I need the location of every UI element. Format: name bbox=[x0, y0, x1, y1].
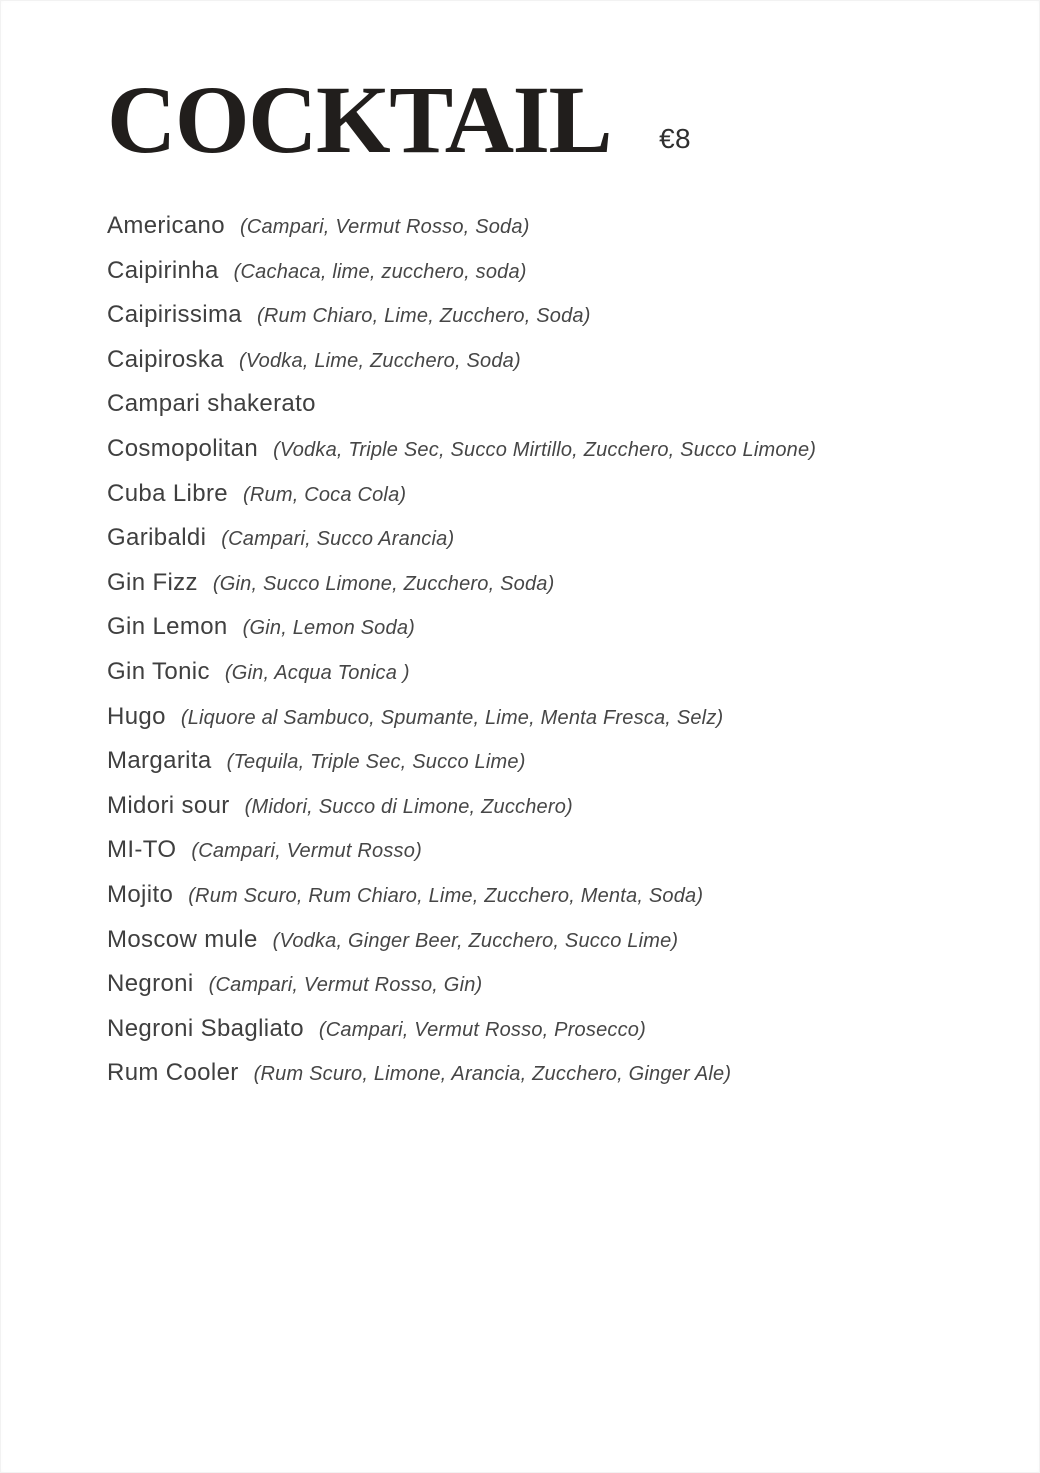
menu-item bbox=[107, 658, 1040, 703]
menu-item bbox=[107, 435, 1040, 480]
cocktail-ingredients: (Rum Chiaro, Lime, Zucchero, Soda) bbox=[257, 305, 591, 328]
menu-item bbox=[107, 524, 1040, 569]
menu-item bbox=[107, 1015, 1040, 1060]
cocktail-name: Hugo bbox=[107, 702, 166, 730]
cocktail-ingredients: (Tequila, Triple Sec, Succo Lime) bbox=[226, 751, 526, 774]
cocktail-name: Negroni bbox=[107, 970, 194, 998]
menu-item bbox=[107, 390, 1040, 435]
menu-item bbox=[107, 257, 1040, 302]
cocktail-name: Caipirissima bbox=[107, 301, 243, 329]
cocktail-name: Midori sour bbox=[107, 791, 230, 819]
menu-item bbox=[107, 480, 1040, 525]
cocktail-ingredients: (Rum, Coca Cola) bbox=[243, 483, 407, 506]
cocktail-name: Moscow mule bbox=[107, 925, 258, 953]
cocktail-ingredients: (Cachaca, lime, zucchero, soda) bbox=[233, 260, 527, 283]
cocktail-ingredients: (Campari, Succo Arancia) bbox=[221, 528, 455, 551]
cocktail-ingredients: (Liquore al Sambuco, Spumante, Lime, Menta Fresca, Selz) bbox=[180, 706, 724, 729]
menu-item bbox=[107, 346, 1040, 391]
cocktail-ingredients: (Midori, Succo di Limone, Zucchero) bbox=[244, 795, 573, 818]
cocktail-name: Caipiroska bbox=[107, 345, 224, 373]
cocktail-name: Gin Lemon bbox=[107, 613, 228, 641]
menu-item bbox=[107, 792, 1040, 837]
cocktail-name: Rum Cooler bbox=[107, 1059, 239, 1087]
cocktail-name: MI-TO bbox=[107, 836, 177, 864]
menu-item bbox=[107, 926, 1040, 971]
cocktail-list bbox=[0, 212, 1040, 1104]
cocktail-name: Cuba Libre bbox=[107, 479, 229, 507]
cocktail-name: Negroni Sbagliato bbox=[107, 1014, 304, 1042]
menu-item bbox=[107, 212, 1040, 257]
menu-item bbox=[107, 1059, 1040, 1104]
cocktail-ingredients: (Vodka, Triple Sec, Succo Mirtillo, Zucchero, Succo Limone) bbox=[273, 438, 817, 461]
menu-item bbox=[107, 881, 1040, 926]
price-label: €8 bbox=[659, 123, 691, 154]
menu-item bbox=[107, 613, 1040, 658]
cocktail-ingredients: (Campari, Vermut Rosso, Gin) bbox=[208, 974, 483, 997]
cocktail-ingredients: (Gin, Acqua Tonica ) bbox=[224, 661, 410, 684]
cocktail-ingredients: (Campari, Vermut Rosso, Prosecco) bbox=[318, 1018, 646, 1041]
cocktail-ingredients: (Gin, Lemon Soda) bbox=[242, 617, 416, 640]
page-title: COCKTAIL bbox=[107, 66, 612, 173]
cocktail-name: Margarita bbox=[107, 747, 212, 775]
menu-item bbox=[107, 301, 1040, 346]
menu-item bbox=[107, 970, 1040, 1015]
cocktail-name: Campari shakerato bbox=[107, 390, 316, 418]
cocktail-ingredients: (Rum Scuro, Rum Chiaro, Lime, Zucchero, Menta, Soda) bbox=[188, 884, 704, 907]
cocktail-name: Americano bbox=[107, 212, 225, 239]
cocktail-name: Garibaldi bbox=[107, 524, 207, 552]
cocktail-name: Cosmopolitan bbox=[107, 434, 259, 462]
cocktail-ingredients: (Vodka, Ginger Beer, Zucchero, Succo Lime) bbox=[272, 929, 679, 952]
menu-item bbox=[107, 703, 1040, 748]
cocktail-name: Gin Tonic bbox=[107, 657, 210, 685]
menu-item bbox=[107, 569, 1040, 614]
cocktail-ingredients: (Rum Scuro, Limone, Arancia, Zucchero, Ginger Ale) bbox=[253, 1063, 732, 1086]
cocktail-ingredients: (Campari, Vermut Rosso, Soda) bbox=[239, 216, 530, 238]
menu-item bbox=[107, 836, 1040, 881]
cocktail-name: Gin Fizz bbox=[107, 568, 198, 596]
cocktail-ingredients: (Campari, Vermut Rosso) bbox=[191, 840, 422, 863]
cocktail-ingredients: (Vodka, Lime, Zucchero, Soda) bbox=[238, 349, 521, 372]
menu-header bbox=[0, 0, 1040, 173]
menu-item bbox=[107, 747, 1040, 792]
cocktail-name: Mojito bbox=[107, 880, 174, 908]
cocktail-name: Caipirinha bbox=[107, 256, 219, 284]
cocktail-ingredients: (Gin, Succo Limone, Zucchero, Soda) bbox=[212, 572, 555, 595]
